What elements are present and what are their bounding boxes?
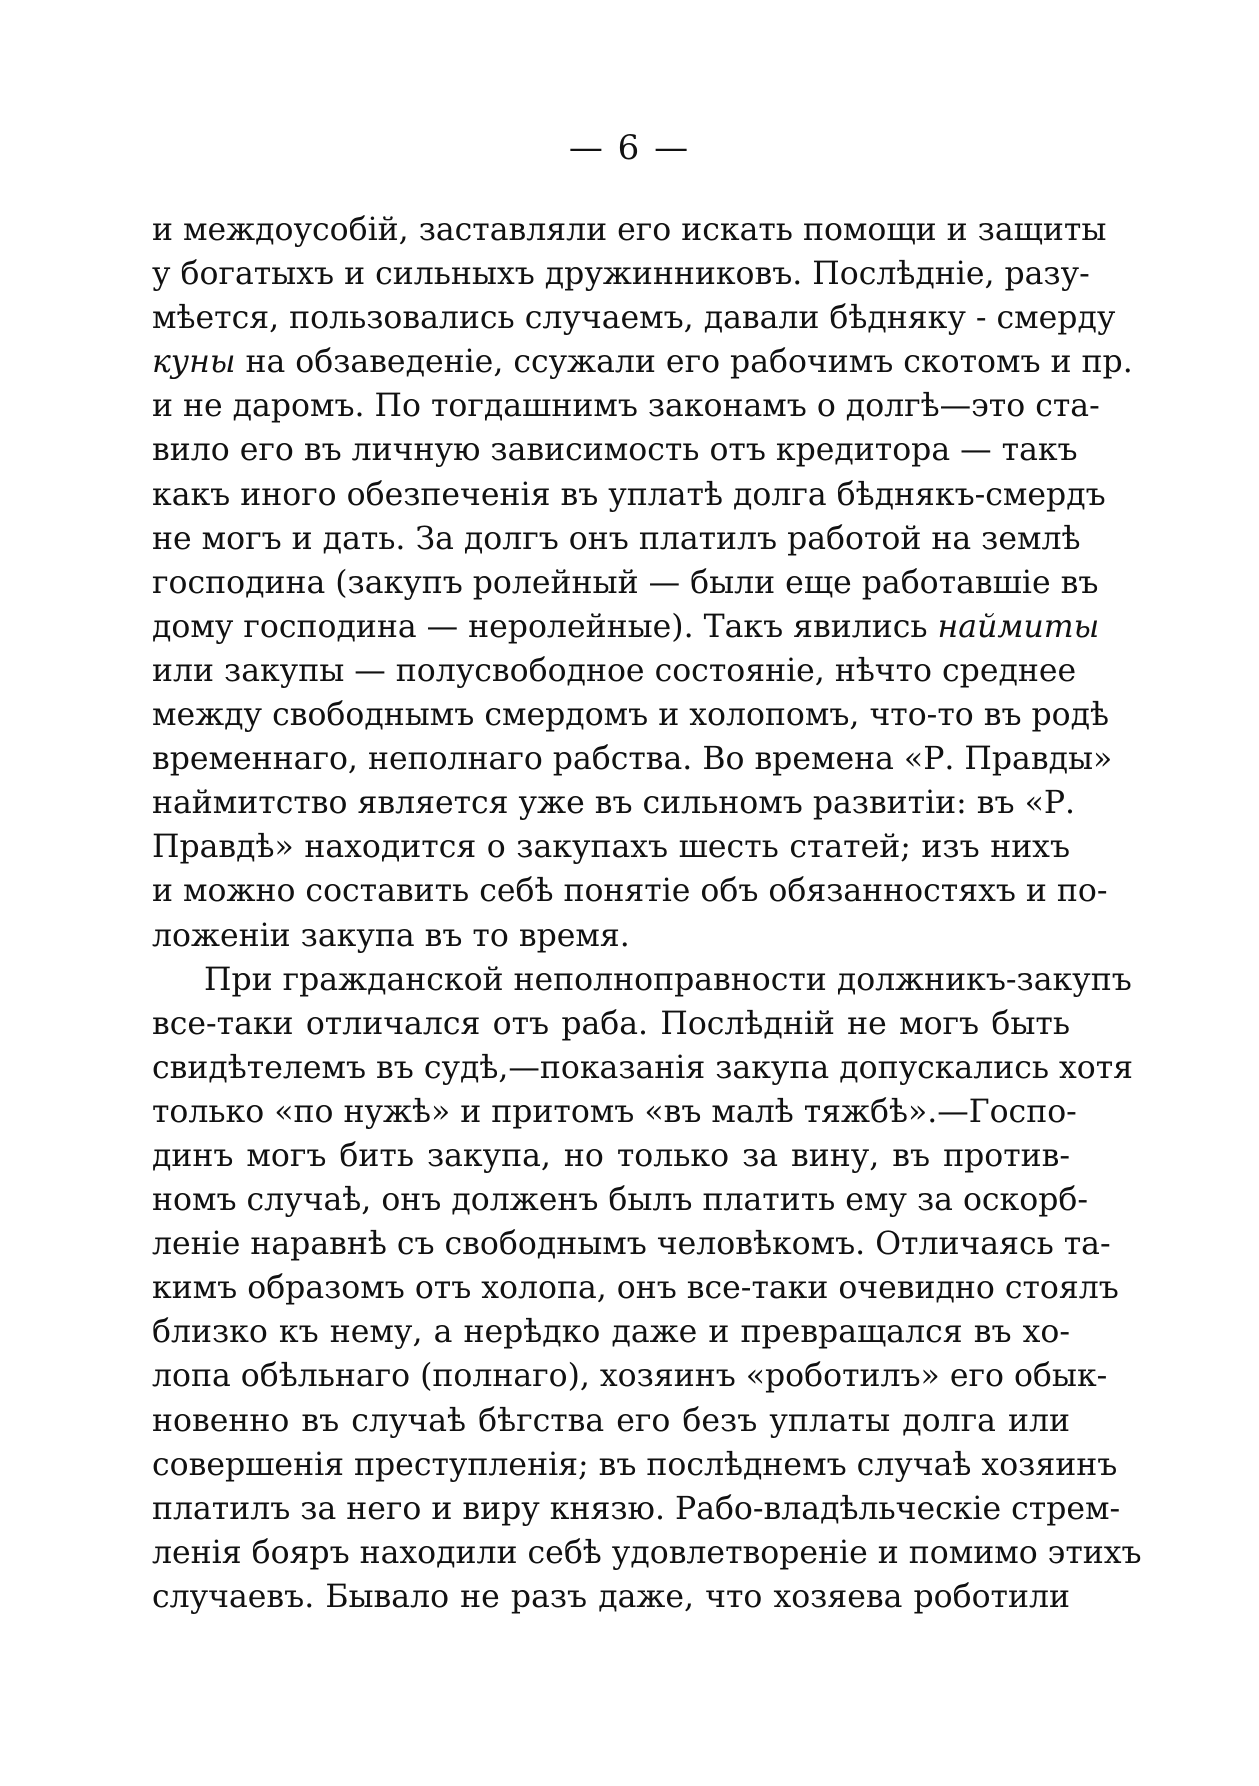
text-line (152, 340, 1133, 384)
text-line: или закупы — полусвободное состояніе, нѣчто среднее (152, 652, 1077, 689)
italic-term: наймиты (937, 608, 1100, 645)
text-line: какъ иного обезпеченія въ уплатѣ долга бѣднякъ-смердъ (152, 476, 1106, 513)
text-line: номъ случаѣ, онъ долженъ былъ платить ему за оскорб- (152, 1182, 1088, 1219)
text-line (152, 605, 1100, 649)
text-line: мѣется, пользовались случаемъ, давали бѣдняку - смерду (152, 300, 1116, 337)
text-line: не могъ и дать. За долгъ онъ платилъ работой на землѣ (152, 520, 1081, 557)
text-line: между свободнымъ смердомъ и холопомъ, что-то въ родѣ (152, 697, 1110, 734)
text-line: все-таки отличался отъ раба. Послѣдній не могъ быть (152, 1005, 1070, 1042)
text-line: вило его въ личную зависимость отъ кредитора — такъ (152, 432, 1078, 469)
text-line: господина (закупъ ролейный — были еще работавшіе въ (152, 564, 1099, 601)
text-line: наймитство является уже въ сильномъ развитіи: въ «Р. (152, 785, 1076, 822)
text-line: Правдѣ» находится о закупахъ шесть статей; изъ нихъ (152, 829, 1070, 866)
text-line: и не даромъ. По тогдашнимъ законамъ о долгѣ—это ста- (152, 388, 1100, 425)
text-line: совершенія преступленія; въ послѣднемъ случаѣ хозяинъ (152, 1446, 1118, 1483)
text-line: леніе наравнѣ съ свободнымъ человѣкомъ. Отличаясь та- (152, 1226, 1111, 1263)
text-line: близко къ нему, а нерѣдко даже и превращался въ хо- (152, 1314, 1070, 1351)
paragraph-start-line: При гражданской неполноправности должникъ-закупъ (204, 961, 1132, 998)
text-line: свидѣтелемъ въ судѣ,—показанія закупа допускались хотя (152, 1049, 1134, 1086)
text-line: платилъ за него и виру князю. Рабо-владѣльческіе стрем- (152, 1490, 1121, 1527)
text-line: кимъ образомъ отъ холопа, онъ все-таки очевидно стоялъ (152, 1270, 1119, 1307)
text-line: у богатыхъ и сильныхъ дружинниковъ. Послѣдніе, разу- (152, 256, 1090, 293)
page-number: — 6 — (568, 128, 691, 168)
text-span: на обзаведеніе, ссужали его рабочимъ скотомъ и пр. (235, 344, 1133, 381)
text-line: ленія бояръ находили себѣ удовлетвореніе и помимо этихъ (152, 1534, 1142, 1571)
text-line: и можно составить себѣ понятіе объ обязанностяхъ и по- (152, 873, 1108, 910)
text-span: дому господина — неролейные). Такъ явились (152, 608, 938, 645)
text-line: лопа обѣльнаго (полнаго), хозяинъ «роботилъ» его обык- (152, 1358, 1108, 1395)
text-line: и междоусобій, заставляли его искать помощи и защиты (152, 212, 1107, 248)
text-line: временнаго, неполнаго рабства. Во времена «Р. Правды» (152, 741, 1113, 778)
text-line: новенно въ случаѣ бѣгства его безъ уплаты долга или (152, 1402, 1070, 1439)
text-line: случаевъ. Бывало не разъ даже, что хозяева роботили (152, 1578, 1070, 1615)
italic-term: куны (152, 344, 236, 381)
paragraph-end-line: ложеніи закупа въ то время. (152, 917, 630, 954)
text-line: динъ могъ бить закупа, но только за вину, въ против- (152, 1137, 1070, 1174)
text-line: только «по нужѣ» и притомъ «въ малѣ тяжбѣ».—Госпо- (152, 1093, 1077, 1130)
body-text (152, 208, 1142, 1619)
